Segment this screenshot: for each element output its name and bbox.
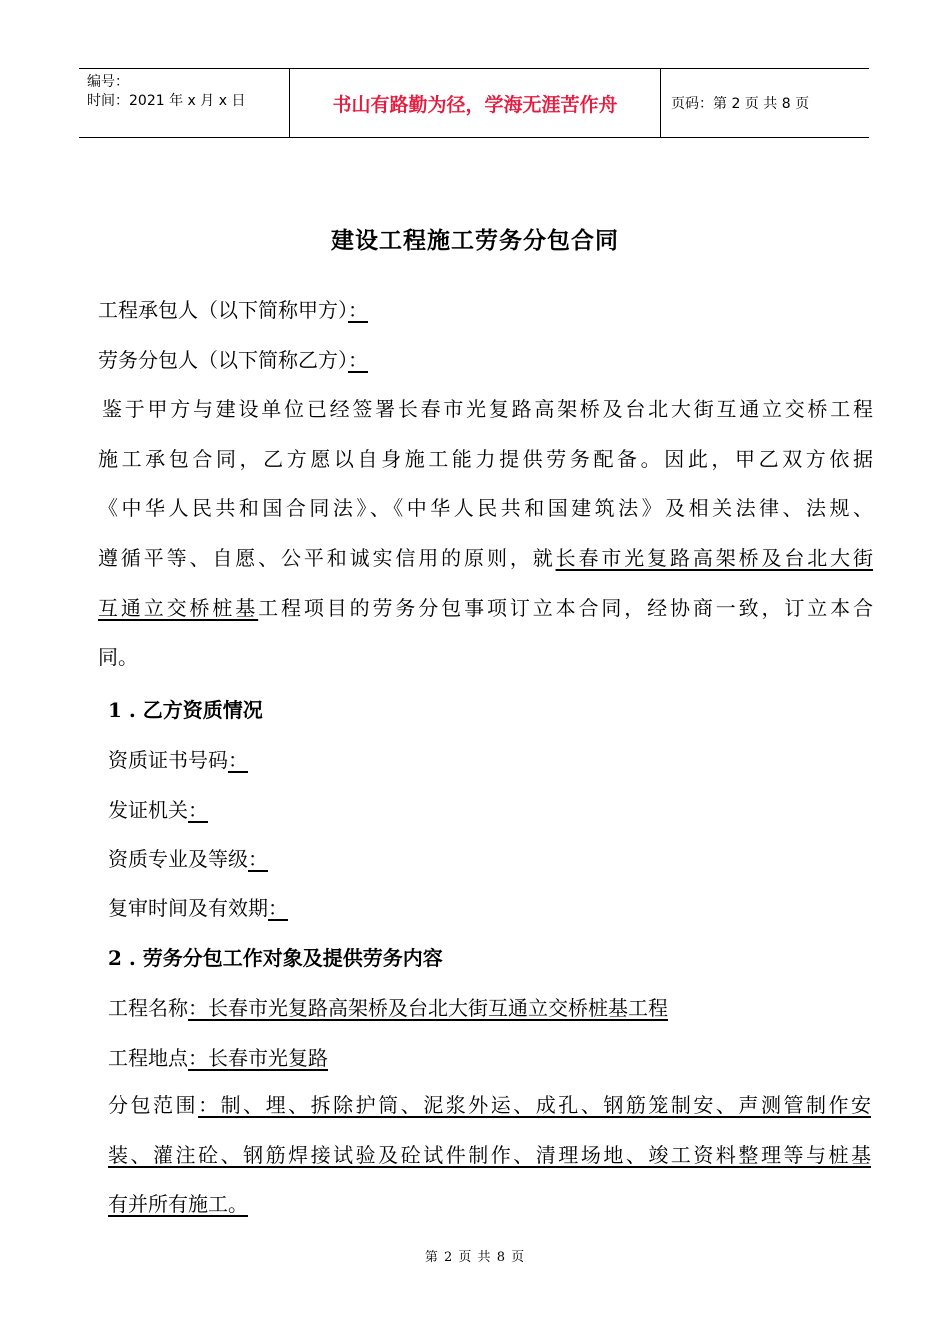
party-a-label: 工程承包人（以下简称甲方） <box>98 298 348 322</box>
project-name-label: 工程名称 <box>108 996 188 1020</box>
review-label: 复审时间及有效期 <box>108 896 268 920</box>
scope-line-2: 装、灌注砼、钢筋焊接试验及砼试件制作、清理场地、竣工资料整理等与桩基 <box>108 1142 871 1167</box>
project-name-underlined-2: 互通立交桥桩基 <box>98 595 259 620</box>
scope-line-3 <box>108 1180 871 1230</box>
intro-line-5 <box>98 584 873 634</box>
section-1-heading: 1 . 乙方资质情况 <box>108 698 263 722</box>
project-site-label: 工程地点 <box>108 1046 188 1070</box>
cert-number-value: ： <box>228 748 248 772</box>
scope-field <box>108 1081 871 1230</box>
party-b-line <box>98 336 873 386</box>
scope-value-1: ：制、埋、拆除护筒、泥浆外运、成孔、钢筋笼制安、声测管制作安 <box>198 1093 872 1117</box>
project-name-underlined-1: 长春市光复路高架桥及台北大街 <box>555 545 874 570</box>
intro-line-6: 同。 <box>98 645 138 670</box>
issuer-field <box>108 794 222 823</box>
contract-body <box>98 286 873 683</box>
intro-line-4-prefix: 遵循平等、自愿、公平和诚实信用的原则，就 <box>98 545 556 570</box>
header-page-info: 页码：第 2 页 共 8 页 <box>671 96 810 112</box>
issuer-label: 发证机关 <box>108 798 188 822</box>
project-name-value: ：长春市光复路高架桥及台北大街互通立交桥桩基工程 <box>188 996 668 1020</box>
scope-line-1 <box>108 1081 871 1131</box>
grade-label: 资质专业及等级 <box>108 847 248 871</box>
document-number: 编号： <box>87 74 129 90</box>
header-motto: 书山有路勤为径，学海无涯苦作舟 <box>290 69 661 137</box>
cert-number-label: 资质证书号码 <box>108 748 228 772</box>
project-name-field <box>108 992 668 1021</box>
review-value: ： <box>268 896 288 920</box>
party-b-value: ： <box>348 347 368 372</box>
intro-line-2: 施工承包合同，乙方愿以自身施工能力提供劳务配备。因此，甲乙双方依据 <box>98 446 873 471</box>
party-a-line <box>98 286 873 336</box>
review-field <box>108 892 302 921</box>
grade-value: ： <box>248 847 268 871</box>
intro-line-1: 鉴于甲方与建设单位已经签署长春市光复路高架桥及台北大街互通立交桥工程 <box>102 397 873 422</box>
project-site-field <box>108 1042 328 1071</box>
party-a-value: ： <box>348 298 368 322</box>
issuer-value: ： <box>188 798 208 822</box>
header-meta <box>79 69 290 137</box>
document-title: 建设工程施工劳务分包合同 <box>331 227 619 254</box>
page-header <box>79 68 869 138</box>
scope-value-3: 有并所有施工。 <box>108 1192 248 1217</box>
section-2-heading: 2 . 劳务分包工作对象及提供劳务内容 <box>108 946 443 970</box>
intro-line-5-rest: 工程项目的劳务分包事项订立本合同，经协商一致，订立本合 <box>258 595 874 620</box>
cert-number-field <box>108 744 262 773</box>
intro-line-3: 《中华人民共和国合同法》、《中华人民共和国建筑法》及相关法律、法规、 <box>98 496 873 521</box>
intro-line-4 <box>98 534 873 584</box>
party-b-label: 劳务分包人（以下简称乙方） <box>98 347 348 372</box>
document-date: 时间：2021 年 x 月 x 日 <box>87 93 246 109</box>
scope-label: 分包范围 <box>108 1093 199 1117</box>
page-footer: 第 2 页 共 8 页 <box>424 1250 526 1265</box>
project-site-value: ：长春市光复路 <box>188 1046 328 1070</box>
grade-field <box>108 843 282 872</box>
